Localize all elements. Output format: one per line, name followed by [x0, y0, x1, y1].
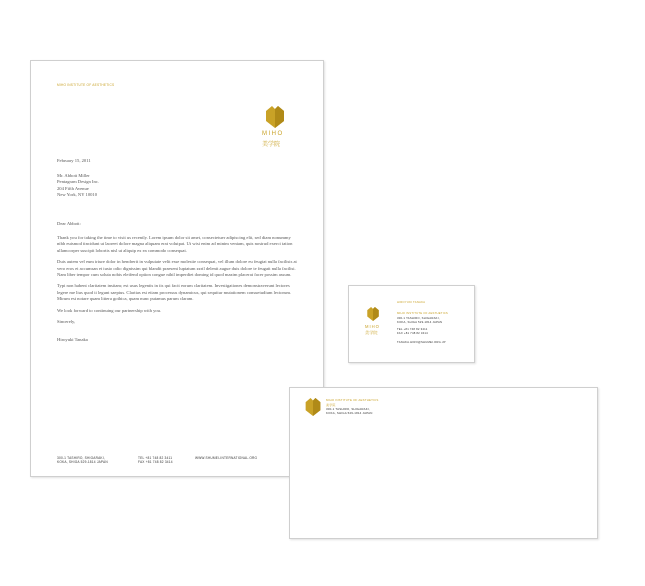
- footer-address-line: 300-1 TASHIRO, SHIGARAKI,: [57, 456, 105, 460]
- envelope: [289, 387, 598, 539]
- recipient-line: New York, NY 10010: [57, 192, 98, 198]
- letter-paragraph: Duis autem vel eum iriure dolor in hendrerit in vulputate velit esse molestie consequat, vel illum dolore eu feugiat nulla facilisis at vero eros et accumsan et iusto odio dignissim qui blandit praesent luptatum zzril delenit augue duis dolore te feugait nulla facilisi. Nam liber tempor cum soluta nobis eleifend option congue nihil imperdiet doming id quod mazim placerat facer possim assum.: [57, 259, 297, 278]
- miho-logo-icon: [366, 306, 380, 322]
- letter-body: [57, 235, 299, 349]
- letter-paragraph: Thank you for taking the time to visit us recently. Lorem ipsum dolor sit amet, consectetuer adipiscing elit, sed diam nonummy nibh euismod tincidunt ut laoreet dolore magna aliquam erat volutpat. Ut wisi enim ad minim veniam, quis nostrud exerci tation ullamcorper suscipit lobortis nisl ut aliquip ex ea commodo consequat.: [57, 235, 293, 253]
- card-fax: FAX +81 748 82 3414: [397, 330, 428, 335]
- card-address-line: 300-1 TASHIRO, SHIGARAKI,: [397, 316, 440, 320]
- envelope-cjk: 美学院: [326, 403, 336, 407]
- card-phone: [397, 328, 428, 335]
- card-name: HIROYUKI TANAKA: [397, 300, 426, 304]
- letter-paragraph: Typi non habent claritatem insitam; est usus legentis in iis qui facit eorum claritatem. Investigationes demonstraverunt lectores legere me lius quod ii legunt saepius. Claritas est etiam processus dynamicus, qui sequitur mutationem consuetudium lectorum. Mirum est notare quam littera gothica, quam nunc putamus parum claram.: [57, 283, 292, 302]
- card-tel: TEL +81 748 82 3411: [397, 327, 428, 331]
- card-email: TANAKA.HIRO@SHUMEI.ORG.JP: [397, 340, 446, 344]
- envelope-address: [326, 408, 373, 416]
- letterhead-logo-cjk: 美学院: [262, 141, 281, 148]
- business-card: [348, 285, 475, 363]
- card-address: [397, 317, 442, 324]
- envelope-address-line: KOKA, SHIGA 529-1814 JAPAN: [326, 410, 373, 415]
- letter-closing-line: We look forward to continuing our partnership with you.: [57, 307, 162, 313]
- recipient-line: 204 Fifth Avenue: [57, 185, 89, 191]
- letterhead-logo-text: MIHO: [262, 131, 284, 137]
- letterhead-sheet: [30, 60, 324, 477]
- letter-signoff: Sincerely,: [57, 319, 76, 325]
- letter-recipient: [57, 173, 99, 199]
- footer-tel: TEL +81 748 82 3411: [138, 456, 173, 460]
- letter-salutation: Dear Abbott:: [57, 221, 81, 226]
- footer-address-line: KOKA, SHIGA 529-1814 JAPAN: [57, 460, 108, 464]
- miho-logo-icon: [304, 397, 322, 417]
- card-logo-cjk: 美学院: [365, 330, 378, 335]
- recipient-line: Pentagram Design Inc.: [57, 179, 99, 185]
- recipient-line: Mr. Abbott Miller: [57, 173, 90, 178]
- miho-logo-icon: [264, 105, 286, 129]
- card-logo-text: MIHO: [365, 324, 380, 329]
- letterhead-institute: MIHO INSTITUTE OF AESTHETICS: [57, 83, 115, 87]
- envelope-address-line: 300-1 TASHIRO, SHIGARAKI,: [326, 407, 370, 411]
- letter-footer-web: WWW.SHUMEI-INTERNATIONAL.ORG: [195, 456, 258, 460]
- letter-date: February 15, 2011: [57, 158, 91, 163]
- card-institute: MIHO INSTITUTE OF AESTHETICS: [397, 311, 448, 315]
- footer-fax: FAX +81 748 82 3414: [138, 460, 173, 464]
- card-address-line: KOKA, SHIGA 529-1814 JAPAN: [397, 319, 443, 324]
- letter-footer-phone: [138, 456, 173, 464]
- letter-footer-address: [57, 456, 108, 464]
- letter-signature: Hiroyuki Tanaka: [57, 337, 88, 343]
- envelope-institute: MIHO INSTITUTE OF AESTHETICS: [326, 398, 379, 402]
